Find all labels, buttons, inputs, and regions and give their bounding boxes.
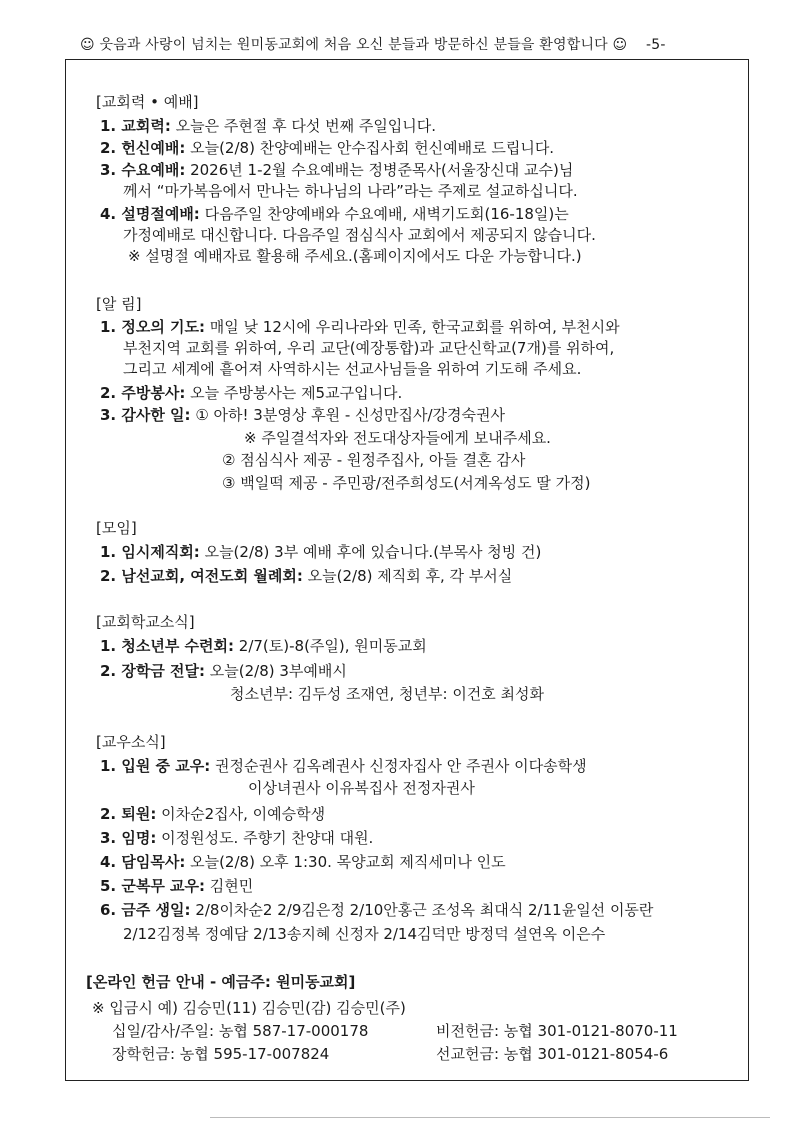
offering-account-vision: 비전헌금: 농협 301-0121-8070-11 [436, 1022, 678, 1040]
worship-item-4-note: ※ 설명절 예배자료 활용해 주세요.(홈페이지에서도 다운 가능합니다.) [128, 247, 582, 265]
offering-account-mission: 선교헌금: 농협 301-0121-8054-6 [436, 1045, 669, 1063]
notice-item-1-text: 매일 낮 12시에 우리나라와 민족, 한국교회를 위하여, 부천시와 [205, 318, 620, 336]
worship-item-3-text: 2026년 1-2월 수요예배는 정병준목사(서울장신대 교수)님 [185, 161, 574, 179]
header-text: ☺ 웃음과 사랑이 넘치는 원미동교회에 처음 오신 분들과 방문하신 분들을 환영합니다 ☺ [80, 37, 628, 53]
worship-item-2 [100, 138, 554, 158]
members-item-1 [100, 756, 587, 776]
members-item-4-label: 4. 담임목사: [100, 853, 186, 871]
notice-item-3-label: 3. 감사한 일: [100, 406, 191, 424]
notice-item-3-b: ② 점심식사 제공 - 원정주집사, 아들 결혼 감사 [222, 451, 526, 469]
notice-item-2-label: 2. 주방봉사: [100, 384, 186, 402]
worship-item-3-cont: 께서 “마가복음에서 만나는 하나님의 나라”라는 주제로 설교하십니다. [123, 182, 578, 200]
members-item-1-text: 권정순권사 김옥례권사 신정자집사 안 주권사 이다송학생 [210, 757, 587, 775]
meeting-item-1-label: 1. 임시제직회: [100, 543, 200, 561]
worship-item-4-cont: 가정예배로 대신합니다. 다음주일 점심식사 교회에서 제공되지 않습니다. [123, 226, 596, 244]
members-item-6-text: 2/8이차순2 2/9김은정 2/10안홍근 조성옥 최대식 2/11윤일선 이동란 [190, 901, 654, 919]
school-item-2-cont: 청소년부: 김두성 조재연, 청년부: 이건호 최성화 [230, 685, 545, 703]
notice-item-1-cont1: 부천지역 교회를 위하여, 우리 교단(예장통합)과 교단신학교(7개)를 위하여, [123, 339, 615, 357]
offering-note: ※ 입금시 예) 김승민(11) 김승민(감) 김승민(주) [92, 999, 406, 1017]
bottom-rule [210, 1117, 770, 1118]
worship-item-1-text: 오늘은 주현절 후 다섯 번째 주일입니다. [170, 117, 437, 135]
page-number: -5- [646, 37, 666, 53]
meeting-item-2 [100, 566, 512, 586]
members-item-1-label: 1. 입원 중 교우: [100, 757, 211, 775]
meeting-heading: [모임] [96, 519, 137, 537]
worship-item-2-text: 오늘(2/8) 찬양예배는 안수집사회 헌신예배로 드립니다. [185, 139, 555, 157]
members-item-6-cont: 2/12김정복 정예담 2/13송지혜 신정자 2/14김덕만 방정덕 설연옥 이은수 [123, 925, 606, 943]
members-item-3 [100, 828, 373, 848]
members-item-2-text: 이차순2집사, 이예승학생 [156, 805, 326, 823]
meeting-item-2-label: 2. 남선교회, 여전도회 월례회: [100, 567, 303, 585]
school-item-1 [100, 636, 427, 656]
members-item-4 [100, 852, 506, 872]
members-item-4-text: 오늘(2/8) 오후 1:30. 목양교회 제직세미나 인도 [185, 853, 506, 871]
worship-heading: [교회력 • 예배] [96, 93, 199, 111]
notice-item-1 [100, 317, 620, 337]
notice-heading: [알 림] [96, 295, 142, 313]
offering-heading: [온라인 헌금 안내 - 예금주: 원미동교회] [86, 973, 356, 991]
worship-item-1-label: 1. 교회력: [100, 117, 171, 135]
members-item-5-text: 김현민 [205, 877, 254, 895]
notice-item-2 [100, 383, 402, 403]
notice-item-3-c: ③ 백일떡 제공 - 주민광/전주희성도(서계옥성도 딸 가정) [222, 474, 591, 492]
members-item-2 [100, 804, 325, 824]
members-item-6-label: 6. 금주 생일: [100, 901, 191, 919]
worship-item-2-label: 2. 헌신예배: [100, 139, 186, 157]
members-item-3-label: 3. 임명: [100, 829, 157, 847]
members-item-1-cont: 이상녀권사 이유복집사 전정자권사 [248, 779, 475, 797]
worship-item-4-label: 4. 설명절예배: [100, 205, 200, 223]
meeting-item-2-text: 오늘(2/8) 제직회 후, 각 부서실 [302, 567, 513, 585]
members-item-5 [100, 876, 253, 896]
notice-item-3-text: ① 아하! 3분영상 후원 - 신성만집사/강경숙권사 [190, 406, 505, 424]
worship-item-4 [100, 204, 569, 224]
meeting-item-1 [100, 542, 541, 562]
offering-account-tithe: 십일/감사/주일: 농협 587-17-000178 [112, 1022, 369, 1040]
meeting-item-1-text: 오늘(2/8) 3부 예배 후에 있습니다.(부목사 청빙 건) [199, 543, 542, 561]
members-item-5-label: 5. 군복무 교우: [100, 877, 206, 895]
worship-item-4-text: 다음주일 찬양예배와 수요예배, 새벽기도회(16-18일)는 [199, 205, 569, 223]
notice-item-2-text: 오늘 주방봉사는 제5교구입니다. [185, 384, 403, 402]
notice-item-1-label: 1. 정오의 기도: [100, 318, 206, 336]
page-header [80, 34, 666, 54]
worship-item-1 [100, 116, 436, 136]
school-item-2-text: 오늘(2/8) 3부예배시 [205, 662, 347, 680]
school-item-1-label: 1. 청소년부 수련회: [100, 637, 235, 655]
members-item-3-text: 이정원성도. 주향기 찬양대 대원. [156, 829, 374, 847]
members-heading: [교우소식] [96, 733, 166, 751]
members-item-6 [100, 900, 653, 920]
notice-item-1-cont2: 그리고 세계에 흩어져 사역하시는 선교사님들을 위하여 기도해 주세요. [123, 360, 582, 378]
notice-item-3 [100, 405, 505, 425]
offering-account-scholarship: 장학헌금: 농협 595-17-007824 [112, 1045, 330, 1063]
school-item-2 [100, 661, 347, 681]
school-item-1-text: 2/7(토)-8(주일), 원미동교회 [234, 637, 427, 655]
school-heading: [교회학교소식] [96, 613, 195, 631]
notice-item-3-note: ※ 주일결석자와 전도대상자들에게 보내주세요. [244, 429, 551, 447]
members-item-2-label: 2. 퇴원: [100, 805, 157, 823]
school-item-2-label: 2. 장학금 전달: [100, 662, 206, 680]
worship-item-3 [100, 160, 573, 180]
worship-item-3-label: 3. 수요예배: [100, 161, 186, 179]
